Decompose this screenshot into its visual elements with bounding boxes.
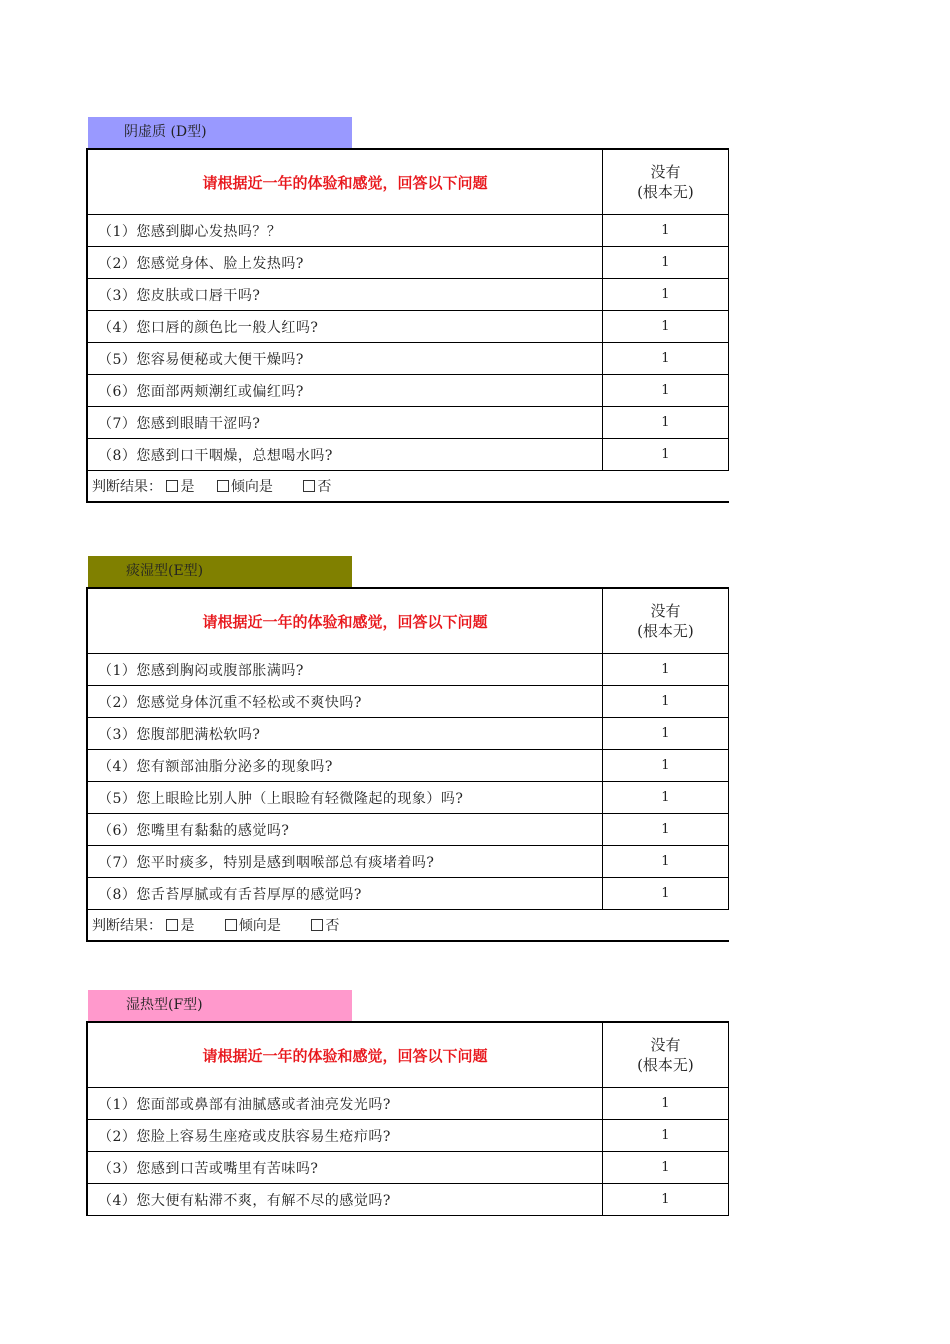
answer-value[interactable]: 1 xyxy=(602,846,728,878)
result-label: 判断结果： xyxy=(92,918,162,934)
option-lean-label: 倾向是 xyxy=(230,479,273,495)
header-value-line1: 没有 xyxy=(650,163,681,181)
table-header xyxy=(87,1022,729,1088)
answer-value[interactable]: 1 xyxy=(602,718,728,750)
checkbox-icon[interactable] xyxy=(311,919,323,931)
answer-value[interactable]: 1 xyxy=(602,814,728,846)
table-row xyxy=(87,343,729,375)
option-lean-yes[interactable] xyxy=(225,915,281,935)
table-row xyxy=(87,750,729,782)
question-text: （3）您腹部肥满松软吗? xyxy=(87,718,602,750)
question-text: （8）您舌苔厚腻或有舌苔厚厚的感觉吗? xyxy=(87,878,602,910)
question-text: （5）您上眼睑比别人肿（上眼睑有轻微隆起的现象）吗? xyxy=(87,782,602,814)
answer-value[interactable]: 1 xyxy=(602,686,728,718)
question-text: （2）您脸上容易生座疮或皮肤容易生疮疖吗? xyxy=(87,1120,602,1152)
option-yes-label: 是 xyxy=(180,479,195,495)
table-row xyxy=(87,311,729,343)
header-value xyxy=(602,149,728,215)
option-no-label: 否 xyxy=(317,479,332,495)
question-text: （7）您平时痰多，特别是感到咽喉部总有痰堵着吗? xyxy=(87,846,602,878)
table-row xyxy=(87,654,729,686)
answer-value[interactable]: 1 xyxy=(602,375,728,407)
section-tag xyxy=(88,990,352,1021)
option-no[interactable] xyxy=(303,476,331,496)
questionnaire-table xyxy=(86,1021,729,1216)
answer-value[interactable]: 1 xyxy=(602,878,728,910)
table-row xyxy=(87,1088,729,1120)
question-text: （1）您感到脚心发热吗？？ xyxy=(87,215,602,247)
header-value-line1: 没有 xyxy=(650,1036,681,1054)
answer-value[interactable]: 1 xyxy=(602,654,728,686)
table-header xyxy=(87,588,729,654)
question-text: （6）您嘴里有黏黏的感觉吗? xyxy=(87,814,602,846)
table-row xyxy=(87,718,729,750)
table-row xyxy=(87,686,729,718)
checkbox-icon[interactable] xyxy=(225,919,237,931)
option-no[interactable] xyxy=(311,915,339,935)
question-text: （3）您感到口苦或嘴里有苦味吗? xyxy=(87,1152,602,1184)
answer-value[interactable]: 1 xyxy=(602,1184,728,1216)
checkbox-icon[interactable] xyxy=(303,480,315,492)
answer-value[interactable]: 1 xyxy=(602,750,728,782)
table-row xyxy=(87,215,729,247)
header-value-line2: (根本无) xyxy=(637,1056,694,1074)
header-question: 请根据近一年的体验和感觉，回答以下问题 xyxy=(87,588,602,654)
answer-value[interactable]: 1 xyxy=(602,1152,728,1184)
option-yes[interactable] xyxy=(166,476,194,496)
option-yes[interactable] xyxy=(166,915,194,935)
header-value-line1: 没有 xyxy=(650,602,681,620)
answer-value[interactable]: 1 xyxy=(602,311,728,343)
option-lean-label: 倾向是 xyxy=(238,918,281,934)
result-row xyxy=(87,471,729,503)
checkbox-icon[interactable] xyxy=(217,480,229,492)
header-question: 请根据近一年的体验和感觉，回答以下问题 xyxy=(87,1022,602,1088)
questionnaire-table xyxy=(86,148,729,503)
answer-value[interactable]: 1 xyxy=(602,279,728,311)
result-cell xyxy=(87,910,729,942)
answer-value[interactable]: 1 xyxy=(602,215,728,247)
option-no-label: 否 xyxy=(325,918,340,934)
table-row xyxy=(87,1120,729,1152)
table-row xyxy=(87,439,729,471)
header-value xyxy=(602,588,728,654)
question-text: （4）您口唇的颜色比一般人红吗? xyxy=(87,311,602,343)
answer-value[interactable]: 1 xyxy=(602,407,728,439)
question-text: （4）您大便有粘滞不爽，有解不尽的感觉吗? xyxy=(87,1184,602,1216)
section-tag-label: 阴虚质 (D型) xyxy=(124,124,207,140)
table-row xyxy=(87,814,729,846)
header-question: 请根据近一年的体验和感觉，回答以下问题 xyxy=(87,149,602,215)
table-row xyxy=(87,846,729,878)
question-text: （3）您皮肤或口唇干吗? xyxy=(87,279,602,311)
result-row xyxy=(87,910,729,942)
answer-value[interactable]: 1 xyxy=(602,1120,728,1152)
result-cell xyxy=(87,471,729,503)
checkbox-icon[interactable] xyxy=(166,919,178,931)
answer-value[interactable]: 1 xyxy=(602,782,728,814)
section-tag xyxy=(88,556,352,587)
question-text: （2）您感觉身体、脸上发热吗? xyxy=(87,247,602,279)
section-tag-label: 湿热型(F型) xyxy=(126,997,203,1013)
header-value-line2: (根本无) xyxy=(637,622,694,640)
checkbox-icon[interactable] xyxy=(166,480,178,492)
table-row xyxy=(87,407,729,439)
question-text: （7）您感到眼睛干涩吗? xyxy=(87,407,602,439)
question-text: （4）您有额部油脂分泌多的现象吗? xyxy=(87,750,602,782)
question-text: （2）您感觉身体沉重不轻松或不爽快吗? xyxy=(87,686,602,718)
section-tag-label: 痰湿型(E型) xyxy=(126,563,204,579)
answer-value[interactable]: 1 xyxy=(602,1088,728,1120)
question-text: （1）您面部或鼻部有油腻感或者油亮发光吗? xyxy=(87,1088,602,1120)
answer-value[interactable]: 1 xyxy=(602,247,728,279)
table-row xyxy=(87,782,729,814)
section-tag xyxy=(88,117,352,148)
question-text: （1）您感到胸闷或腹部胀满吗? xyxy=(87,654,602,686)
table-row xyxy=(87,878,729,910)
table-row xyxy=(87,1184,729,1216)
table-row xyxy=(87,1152,729,1184)
header-value-line2: (根本无) xyxy=(637,183,694,201)
questionnaire-table xyxy=(86,587,729,942)
header-value xyxy=(602,1022,728,1088)
question-text: （6）您面部两颊潮红或偏红吗? xyxy=(87,375,602,407)
question-text: （8）您感到口干咽燥，总想喝水吗? xyxy=(87,439,602,471)
answer-value[interactable]: 1 xyxy=(602,343,728,375)
result-label: 判断结果： xyxy=(92,479,162,495)
question-text: （5）您容易便秘或大便干燥吗? xyxy=(87,343,602,375)
option-lean-yes[interactable] xyxy=(217,476,273,496)
table-row xyxy=(87,279,729,311)
answer-value[interactable]: 1 xyxy=(602,439,728,471)
table-row xyxy=(87,247,729,279)
table-row xyxy=(87,375,729,407)
option-yes-label: 是 xyxy=(180,918,195,934)
table-header xyxy=(87,149,729,215)
